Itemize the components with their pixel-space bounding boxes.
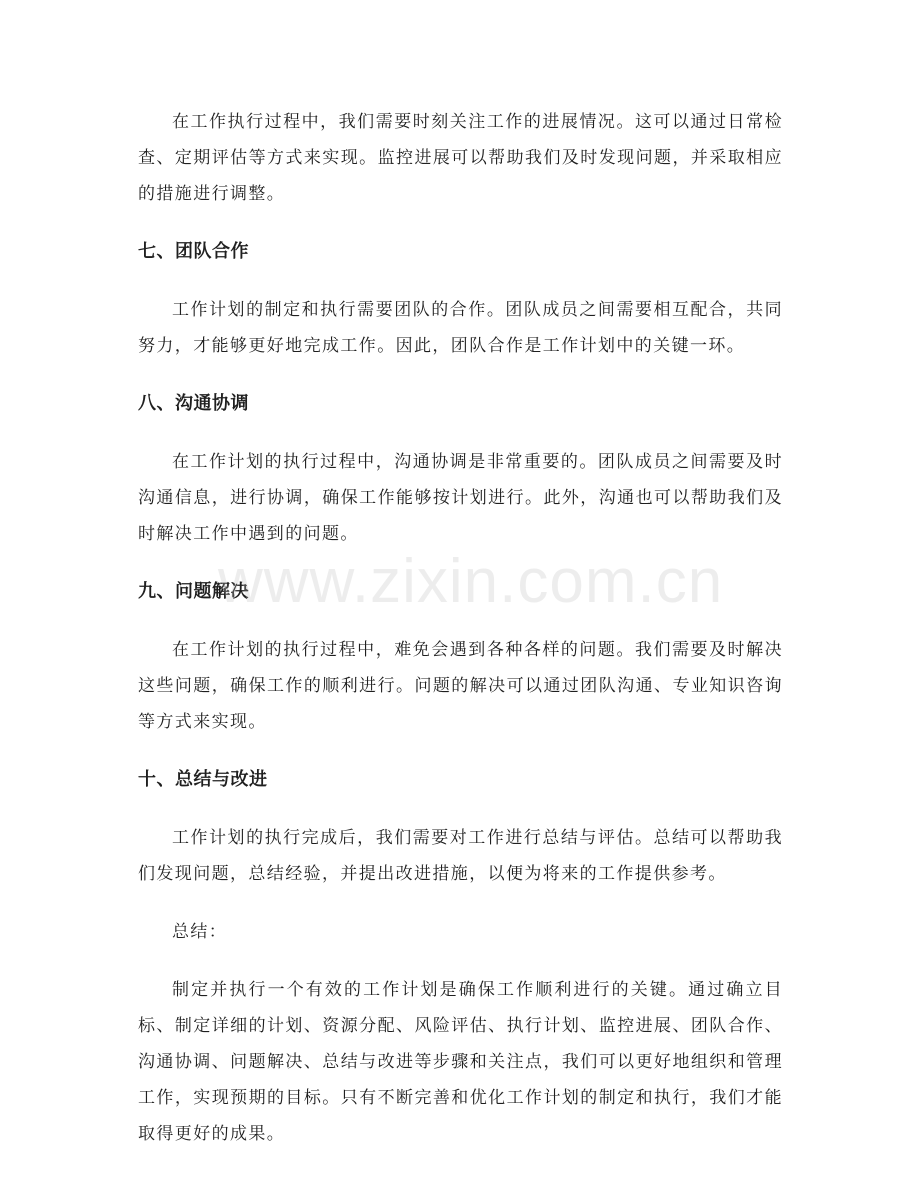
document-body (138, 104, 783, 1174)
paragraph-summary-improvement: 工作计划的执行完成后，我们需要对工作进行总结与评估。总结可以帮助我们发现问题，总结经验，并提出改进措施，以便为将来的工作提供参考。 (138, 828, 783, 884)
paragraph-teamwork: 工作计划的制定和执行需要团队的合作。团队成员之间需要相互配合，共同努力，才能够更好地完成工作。因此，团队合作是工作计划中的关键一环。 (138, 300, 783, 356)
paragraph-monitor-progress: 在工作执行过程中，我们需要时刻关注工作的进展情况。这可以通过日常检查、定期评估等方式来实现。监控进展可以帮助我们及时发现问题，并采取相应的措施进行调整。 (138, 112, 783, 204)
paragraph-problem-solving: 在工作计划的执行过程中，难免会遇到各种各样的问题。我们需要及时解决这些问题，确保工作的顺利进行。问题的解决可以通过团队沟通、专业知识咨询等方式来实现。 (138, 640, 783, 732)
section-heading-problem-solving: 九、问题解决 (138, 581, 249, 602)
paragraph-communication: 在工作计划的执行过程中，沟通协调是非常重要的。团队成员之间需要及时沟通信息，进行协调，确保工作能够按计划进行。此外，沟通也可以帮助我们及时解决工作中遇到的问题。 (138, 452, 783, 544)
paragraph-conclusion: 制定并执行一个有效的工作计划是确保工作顺利进行的关键。通过确立目标、制定详细的计划、资源分配、风险评估、执行计划、监控进展、团队合作、沟通协调、问题解决、总结与改进等步骤和关注点，我们可以更好地组织和管理工作，实现预期的目标。只有不断完善和优化工作计划的制定和执行，我们才能取得更好的成果。 (138, 980, 783, 1144)
section-heading-summary-improvement: 十、总结与改进 (138, 769, 268, 790)
summary-label: 总结： (172, 922, 228, 942)
section-heading-teamwork: 七、团队合作 (138, 241, 249, 262)
watermark: www.zixin.com.cn (218, 547, 724, 616)
section-heading-communication: 八、沟通协调 (138, 393, 249, 414)
